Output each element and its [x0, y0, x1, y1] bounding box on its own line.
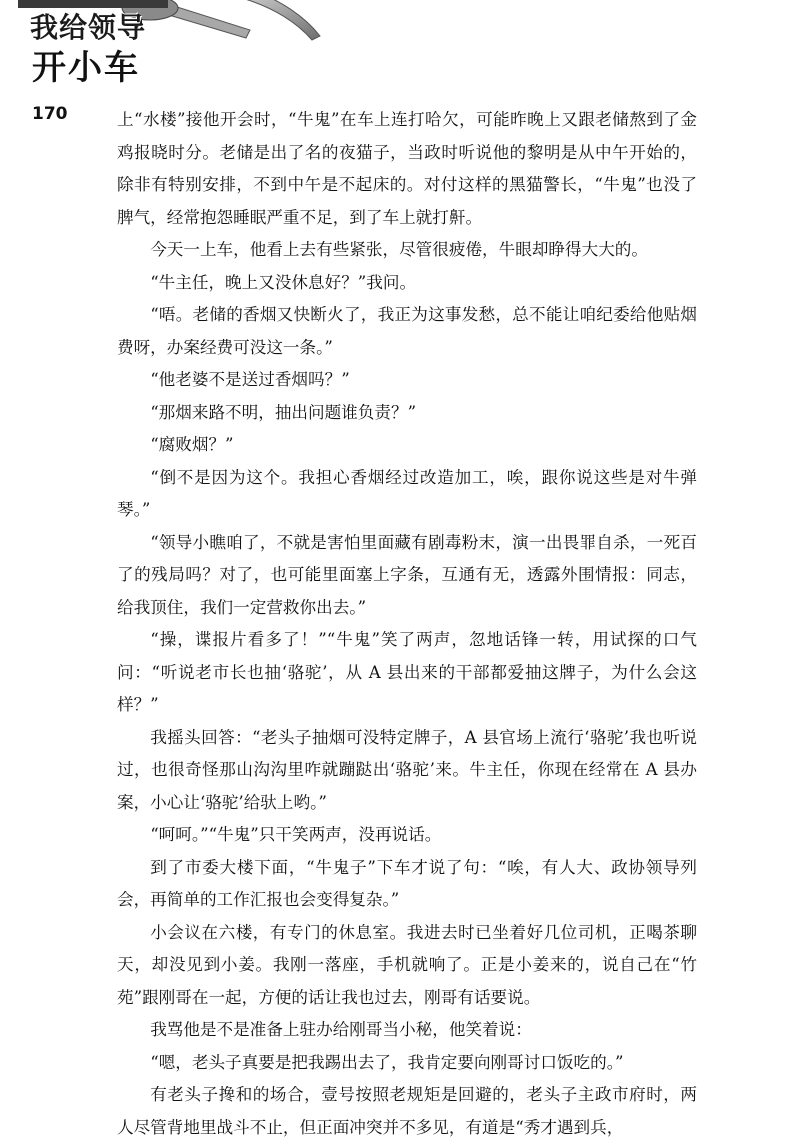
paragraph: “那烟来路不明，抽出问题谁负责？”	[150, 402, 417, 422]
paragraph: 上“水楼”接他开会时，“牛鬼”在车上连打哈欠，可能昨晚上又跟老储熬到了金鸡报晓时分。老储是出了名的夜猫子，当政时听说他的黎明是从中午开始的，除非有特别安排，不到中午是不起床的。对付这样的黑猫警长，“牛鬼”也没了脾气，经常抱怨睡眠严重不足，到了车上就打鼾。	[117, 110, 697, 227]
paragraph: “牛主任，晚上又没休息好？”我问。	[150, 272, 417, 292]
body-text	[117, 104, 697, 1144]
paragraph: 我摇头回答：“老头子抽烟可没特定牌子，A 县官场上流行‘骆驼’我也听说过，也很奇怪那山沟沟里咋就蹦跶出‘骆驼’来。牛主任，你现在经常在 A 县办案，小心让‘骆驼’给驮上哟。”	[117, 727, 697, 812]
paragraph: 今天一上车，他看上去有些紧张，尽管很疲倦，牛眼却睁得大大的。	[150, 240, 648, 259]
logo-title-line1: 我给领导	[30, 11, 147, 44]
paragraph: “他老婆不是送过香烟吗？”	[150, 370, 350, 389]
paragraph: “领导小瞧咱了，不就是害怕里面藏有剧毒粉末，演一出畏罪自杀，一死百了的残局吗？对了，也可能里面塞上字条，互通有无，透露外围情报：同志，给我顶住，我们一定营救你出去。”	[117, 532, 697, 617]
book-title-logo	[0, 0, 330, 88]
paragraph: 小会议在六楼，有专门的休息室。我进去时已坐着好几位司机，正喝茶聊天，却没见到小姜。我刚一落座，手机就响了。正是小姜来的，说自己在“竹苑”跟刚哥在一起，方便的话让我也过去，刚哥有话要说。	[117, 922, 697, 1007]
paragraph: “呵呵。”“牛鬼”只干笑两声，没再说话。	[150, 825, 442, 844]
paragraph: “嗯，老头子真要是把我踢出去了，我肯定要向刚哥讨口饭吃的。”	[150, 1052, 624, 1072]
paragraph: “操，谍报片看多了！”“牛鬼”笑了两声，忽地话锋一转，用试探的口气问：“听说老市长也抽‘骆驼’，从 A 县出来的干部都爱抽这牌子，为什么会这样？”	[117, 630, 697, 714]
page-number: 170	[32, 104, 68, 124]
logo-title-line2: 开小车	[32, 48, 140, 88]
paragraph: 到了市委大楼下面，“牛鬼子”下车才说了句：“唉，有人大、政协领导列会，再简单的工作汇报也会变得复杂。”	[117, 857, 697, 909]
paragraph: 我骂他是不是准备上驻办给刚哥当小秘，他笑着说：	[150, 1020, 532, 1039]
paragraph: “倒不是因为这个。我担心香烟经过改造加工，唉，跟你说这些是对牛弹琴。”	[117, 467, 697, 519]
paragraph: “唔。老储的香烟又快断火了，我正为这事发愁，总不能让咱纪委给他贴烟费呀，办案经费可没这一条。”	[117, 305, 697, 357]
paragraph: “腐败烟？”	[150, 435, 234, 454]
paragraph: 有老头子搀和的场合，壹号按照老规矩是回避的，老头子主政市府时，两人尽管背地里战斗不止，但正面冲突并不多见，有道是“秀才遇到兵，	[117, 1085, 697, 1137]
